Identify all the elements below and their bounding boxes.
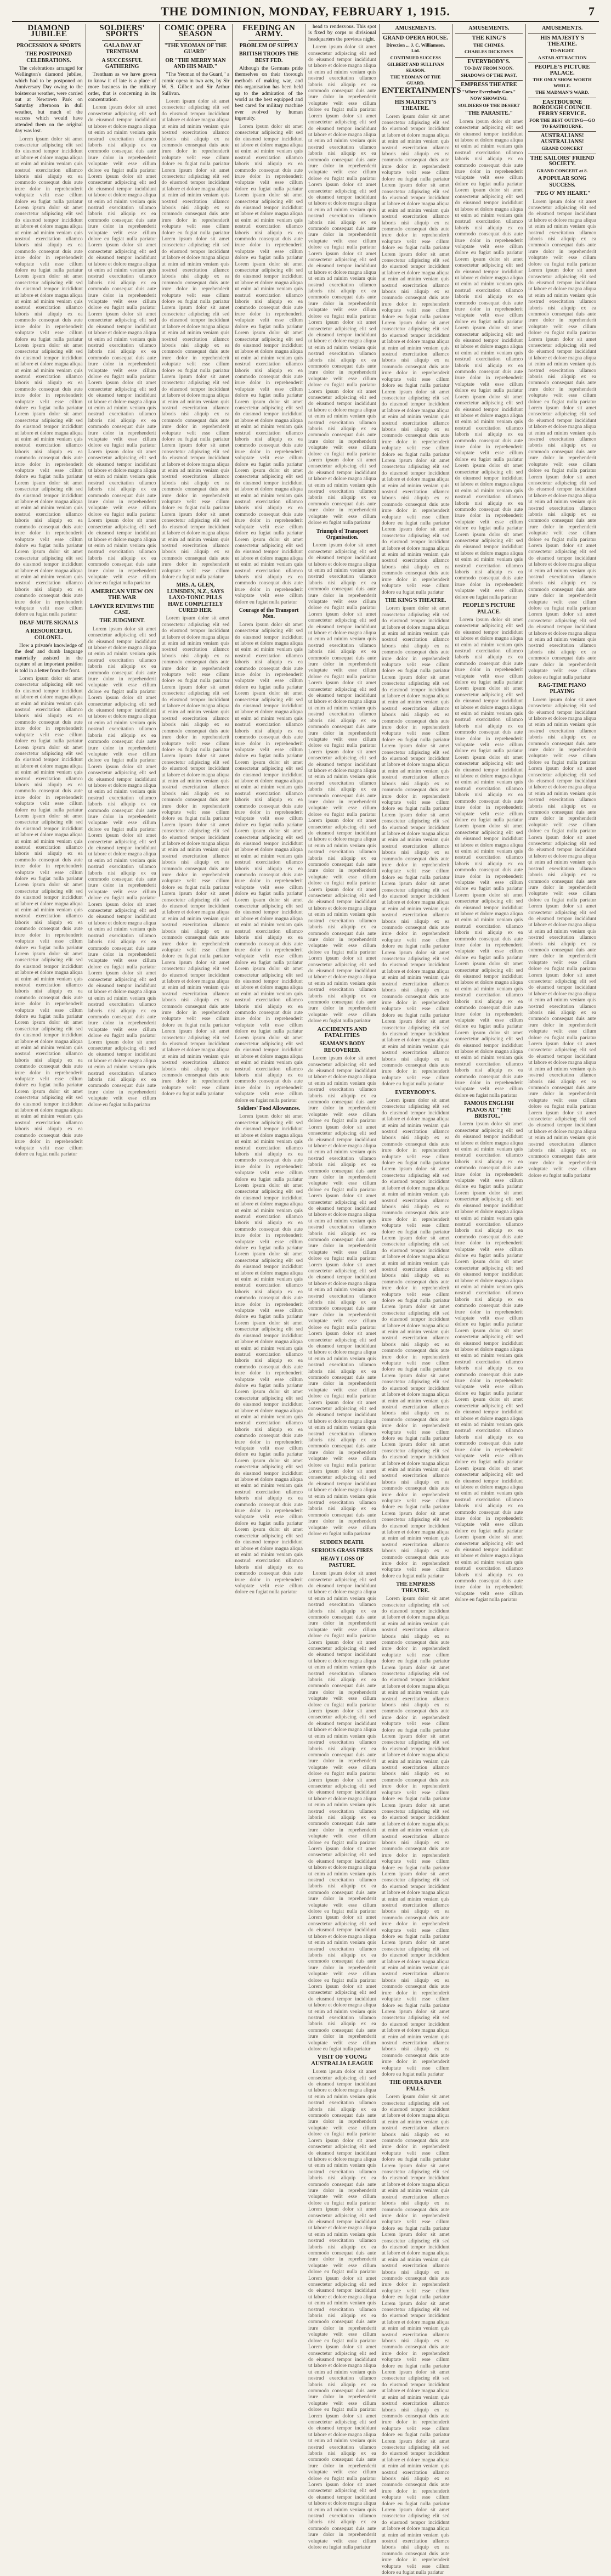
col-2	[88, 24, 156, 1108]
headline: MRS. A. GLEN, LUMSDEN, N.Z., SAYS LAXO-TONIC PILLS HAVE COMPLETELY CURED HER.	[167, 582, 224, 613]
body-text: Lorem ipsum dolor sit amet consectetur adipiscing elit sed do eiusmod tempor incididunt ut labore et dolore magna aliqua ut enim ad minim veniam quis nostrud exercitation ullamco laboris nisi aliquip ex ea commodo consequat duis aute irure dolor in reprehenderit voluptate velit esse cillum dolore eu fugiat nulla pariatur Lorem ipsum dolor sit amet consectetur adipiscing elit sed do eiusmod tempor incididunt ut labore et dolore magna aliqua ut enim ad minim veniam quis nostrud exercitation ullamco laboris nisi aliquip ex ea commodo consequat duis aute irure dolor in reprehenderit voluptate velit esse cillum dolore eu fugiat nulla pariatur Lorem ipsum dolor sit amet consectetur adipiscing elit sed do eiusmod tempor incididunt ut labore et dolore magna aliqua ut enim ad minim veniam quis nostrud exercitation ullamco laboris nisi aliquip ex ea commodo consequat duis aute irure dolor in reprehenderit voluptate velit esse cillum dolore eu fugiat nulla pariatur Lorem ipsum dolor sit amet consectetur adipiscing elit sed do eiusmod tempor incididunt ut labore et dolore magna aliqua ut enim ad minim veniam quis nostrud exercitation ullamco laboris nisi aliquip ex ea commodo consequat duis aute irure dolor in reprehenderit voluptate velit esse cillum dolore eu fugiat nulla pariatur Lorem ipsum dolor sit amet consectetur adipiscing elit sed do eiusmod tempor incididunt ut labore et dolore magna aliqua ut enim ad minim veniam quis nostrud exercitation ullamco laboris nisi aliquip ex ea commodo consequat duis aute irure dolor in reprehenderit voluptate velit esse cillum dolore eu fugiat nulla pariatur Lorem ipsum dolor sit amet consectetur adipiscing elit sed do eiusmod tempor incididunt ut labore et dolore magna aliqua ut enim ad minim veniam quis nostrud exercitation ullamco laboris nisi aliquip ex ea commodo consequat duis aute irure dolor in reprehenderit voluptate velit esse cillum dolore eu fugiat nulla pariatur Lorem ipsum dolor sit amet consectetur adipiscing elit sed do eiusmod tempor incididunt ut labore et dolore magna aliqua ut enim ad minim veniam quis nostrud exercitation ullamco laboris nisi aliquip ex ea commodo consequat duis aute irure dolor in reprehenderit voluptate velit esse cillum dolore eu fugiat nulla pariatur	[161, 99, 230, 580]
advertisement	[528, 98, 596, 129]
headline: ACCIDENTS AND FATALITIES	[317, 1025, 367, 1039]
article-lead: Although the Germans pride themselves on their thorough methods of making war, and this organisation has been held up to the admiration of the world as the best equipped and best cared for military machine ever evolved by human ingenuity.	[235, 66, 303, 122]
article-lead: "The Yeoman of the Guard," a comic opera in two acts, by Sir W. S. Gilbert and Sir Arthur Sullivan.	[161, 72, 230, 97]
headline: FEEDING AN ARMY.	[242, 24, 296, 39]
ad-title: GRAND OPERA HOUSE.	[382, 35, 449, 42]
newspaper-masthead-title: THE DOMINION, MONDAY, FEBRUARY 1, 1915.	[161, 4, 450, 18]
headline: SOLDIERS' SPORTS	[99, 24, 145, 39]
ad-line: SOLDIERS OF THE DESERT	[458, 102, 520, 108]
advertisement	[455, 33, 523, 55]
ad-line: TO-NIGHT.	[550, 48, 575, 54]
column-rule	[379, 24, 380, 897]
body-text: Lorem ipsum dolor sit amet consectetur adipiscing elit sed do eiusmod tempor incididunt ut labore et dolore magna aliqua ut enim ad minim veniam quis nostrud exercitation ullamco laboris nisi aliquip ex ea commodo consequat duis aute irure dolor in reprehenderit voluptate velit esse cillum dolore eu fugiat nulla pariatur Lorem ipsum dolor sit amet consectetur adipiscing elit sed do eiusmod tempor incididunt ut labore et dolore magna aliqua ut enim ad minim veniam quis nostrud exercitation ullamco laboris nisi aliquip ex ea commodo consequat duis aute irure dolor in reprehenderit voluptate velit esse cillum dolore eu fugiat nulla pariatur Lorem ipsum dolor sit amet consectetur adipiscing elit sed do eiusmod tempor incididunt ut labore et dolore magna aliqua ut enim ad minim veniam quis nostrud exercitation ullamco laboris nisi aliquip ex ea commodo consequat duis aute irure dolor in reprehenderit voluptate velit esse cillum dolore eu fugiat nulla pariatur Lorem ipsum dolor sit amet consectetur adipiscing elit sed do eiusmod tempor incididunt ut labore et dolore magna aliqua ut enim ad minim veniam quis nostrud exercitation ullamco laboris nisi aliquip ex ea commodo consequat duis aute irure dolor in reprehenderit voluptate velit esse cillum dolore eu fugiat nulla pariatur Lorem ipsum dolor sit amet consectetur adipiscing elit sed do eiusmod tempor incididunt ut labore et dolore magna aliqua ut enim ad minim veniam quis nostrud exercitation ullamco laboris nisi aliquip ex ea commodo consequat duis aute irure dolor in reprehenderit voluptate velit esse cillum dolore eu fugiat nulla pariatur Lorem ipsum dolor sit amet consectetur adipiscing elit sed do eiusmod tempor incididunt ut labore et dolore magna aliqua ut enim ad minim veniam quis nostrud exercitation ullamco laboris nisi aliquip ex ea commodo consequat duis aute irure dolor in reprehenderit voluptate velit esse cillum dolore eu fugiat nulla pariatur Lorem ipsum dolor sit amet consectetur adipiscing elit sed do eiusmod tempor incididunt ut labore et dolore magna aliqua ut enim ad minim veniam quis nostrud exercitation ullamco laboris nisi aliquip ex ea commodo consequat duis aute irure dolor in reprehenderit voluptate velit esse cillum dolore eu fugiat nulla pariatur	[235, 622, 303, 1103]
body-text: Lorem ipsum dolor sit amet consectetur adipiscing elit sed do eiusmod tempor incididunt ut labore et dolore magna aliqua ut enim ad minim veniam quis nostrud exercitation ullamco laboris nisi aliquip ex ea commodo consequat duis aute irure dolor in reprehenderit voluptate velit esse cillum dolore eu fugiat nulla pariatur Lorem ipsum dolor sit amet consectetur adipiscing elit sed do eiusmod tempor incididunt ut labore et dolore magna aliqua ut enim ad minim veniam quis nostrud exercitation ullamco laboris nisi aliquip ex ea commodo consequat duis aute irure dolor in reprehenderit voluptate velit esse cillum dolore eu fugiat nulla pariatur Lorem ipsum dolor sit amet consectetur adipiscing elit sed do eiusmod tempor incididunt ut labore et dolore magna aliqua ut enim ad minim veniam quis nostrud exercitation ullamco laboris nisi aliquip ex ea commodo consequat duis aute irure dolor in reprehenderit voluptate velit esse cillum dolore eu fugiat nulla pariatur Lorem ipsum dolor sit amet consectetur adipiscing elit sed do eiusmod tempor incididunt ut labore et dolore magna aliqua ut enim ad minim veniam quis nostrud exercitation ullamco laboris nisi aliquip ex ea commodo consequat duis aute irure dolor in reprehenderit voluptate velit esse cillum dolore eu fugiat nulla pariatur Lorem ipsum dolor sit amet consectetur adipiscing elit sed do eiusmod tempor incididunt ut labore et dolore magna aliqua ut enim ad minim veniam quis nostrud exercitation ullamco laboris nisi aliquip ex ea commodo consequat duis aute irure dolor in reprehenderit voluptate velit esse cillum dolore eu fugiat nulla pariatur Lorem ipsum dolor sit amet consectetur adipiscing elit sed do eiusmod tempor incididunt ut labore et dolore magna aliqua ut enim ad minim veniam quis nostrud exercitation ullamco laboris nisi aliquip ex ea commodo consequat duis aute irure dolor in reprehenderit voluptate velit esse cillum dolore eu fugiat nulla pariatur Lorem ipsum dolor sit amet consectetur adipiscing elit sed do eiusmod tempor incididunt ut labore et dolore magna aliqua ut enim ad minim veniam quis nostrud exercitation ullamco laboris nisi aliquip ex ea commodo consequat duis aute irure dolor in reprehenderit voluptate velit esse cillum dolore eu fugiat nulla pariatur	[528, 697, 596, 1179]
col-3	[161, 24, 230, 1097]
advertisement	[455, 57, 523, 78]
col-8	[528, 24, 596, 1179]
headline: SUDDEN DEATH.	[320, 1539, 365, 1546]
headline: EVERYBODY'S.	[395, 1089, 436, 1096]
headline: THE POSTPONED CELEBRATIONS.	[25, 51, 72, 64]
body-text: Lorem ipsum dolor sit amet consectetur adipiscing elit sed do eiusmod tempor incididunt ut labore et dolore magna aliqua ut enim ad minim veniam quis nostrud exercitation ullamco laboris nisi aliquip ex ea commodo consequat duis aute irure dolor in reprehenderit voluptate velit esse cillum dolore eu fugiat nulla pariatur Lorem ipsum dolor sit amet consectetur adipiscing elit sed do eiusmod tempor incididunt ut labore et dolore magna aliqua ut enim ad minim veniam quis nostrud exercitation ullamco laboris nisi aliquip ex ea commodo consequat duis aute irure dolor in reprehenderit voluptate velit esse cillum dolore eu fugiat nulla pariatur Lorem ipsum dolor sit amet consectetur adipiscing elit sed do eiusmod tempor incididunt ut labore et dolore magna aliqua ut enim ad minim veniam quis nostrud exercitation ullamco laboris nisi aliquip ex ea commodo consequat duis aute irure dolor in reprehenderit voluptate velit esse cillum dolore eu fugiat nulla pariatur Lorem ipsum dolor sit amet consectetur adipiscing elit sed do eiusmod tempor incididunt ut labore et dolore magna aliqua ut enim ad minim veniam quis nostrud exercitation ullamco laboris nisi aliquip ex ea commodo consequat duis aute irure dolor in reprehenderit voluptate velit esse cillum dolore eu fugiat nulla pariatur Lorem ipsum dolor sit amet consectetur adipiscing elit sed do eiusmod tempor incididunt ut labore et dolore magna aliqua ut enim ad minim veniam quis nostrud exercitation ullamco laboris nisi aliquip ex ea commodo consequat duis aute irure dolor in reprehenderit voluptate velit esse cillum dolore eu fugiat nulla pariatur Lorem ipsum dolor sit amet consectetur adipiscing elit sed do eiusmod tempor incididunt ut labore et dolore magna aliqua ut enim ad minim veniam quis nostrud exercitation ullamco laboris nisi aliquip ex ea commodo consequat duis aute irure dolor in reprehenderit voluptate velit esse cillum dolore eu fugiat nulla pariatur Lorem ipsum dolor sit amet consectetur adipiscing elit sed do eiusmod tempor incididunt ut labore et dolore magna aliqua ut enim ad minim veniam quis nostrud exercitation ullamco laboris nisi aliquip ex ea commodo consequat duis aute irure dolor in reprehenderit voluptate velit esse cillum dolore eu fugiat nulla pariatur	[455, 1121, 523, 1603]
headline: LAWYER REVIEWS THE CASE.	[90, 603, 155, 616]
ad-title: HIS MAJESTY'S THEATRE.	[540, 35, 584, 47]
headline: DEAF-MUTE SIGNALS	[19, 619, 78, 626]
body-text: Lorem ipsum dolor sit amet consectetur adipiscing elit sed do eiusmod tempor incididunt ut labore et dolore magna aliqua ut enim ad minim veniam quis nostrud exercitation ullamco laboris nisi aliquip ex ea commodo consequat duis aute irure dolor in reprehenderit voluptate velit esse cillum dolore eu fugiat nulla pariatur Lorem ipsum dolor sit amet consectetur adipiscing elit sed do eiusmod tempor incididunt ut labore et dolore magna aliqua ut enim ad minim veniam quis nostrud exercitation ullamco laboris nisi aliquip ex ea commodo consequat duis aute irure dolor in reprehenderit voluptate velit esse cillum dolore eu fugiat nulla pariatur Lorem ipsum dolor sit amet consectetur adipiscing elit sed do eiusmod tempor incididunt ut labore et dolore magna aliqua ut enim ad minim veniam quis nostrud exercitation ullamco laboris nisi aliquip ex ea commodo consequat duis aute irure dolor in reprehenderit voluptate velit esse cillum dolore eu fugiat nulla pariatur Lorem ipsum dolor sit amet consectetur adipiscing elit sed do eiusmod tempor incididunt ut labore et dolore magna aliqua ut enim ad minim veniam quis nostrud exercitation ullamco laboris nisi aliquip ex ea commodo consequat duis aute irure dolor in reprehenderit voluptate velit esse cillum dolore eu fugiat nulla pariatur Lorem ipsum dolor sit amet consectetur adipiscing elit sed do eiusmod tempor incididunt ut labore et dolore magna aliqua ut enim ad minim veniam quis nostrud exercitation ullamco laboris nisi aliquip ex ea commodo consequat duis aute irure dolor in reprehenderit voluptate velit esse cillum dolore eu fugiat nulla pariatur Lorem ipsum dolor sit amet consectetur adipiscing elit sed do eiusmod tempor incididunt ut labore et dolore magna aliqua ut enim ad minim veniam quis nostrud exercitation ullamco laboris nisi aliquip ex ea commodo consequat duis aute irure dolor in reprehenderit voluptate velit esse cillum dolore eu fugiat nulla pariatur Lorem ipsum dolor sit amet consectetur adipiscing elit sed do eiusmod tempor incididunt ut labore et dolore magna aliqua ut enim ad minim veniam quis nostrud exercitation ullamco laboris nisi aliquip ex ea commodo consequat duis aute irure dolor in reprehenderit voluptate velit esse cillum dolore eu fugiat nulla pariatur	[88, 626, 156, 1108]
headline: "THE PARASITE."	[465, 110, 513, 117]
body-text: Lorem ipsum dolor sit amet consectetur adipiscing elit sed do eiusmod tempor incididunt ut labore et dolore magna aliqua ut enim ad minim veniam quis nostrud exercitation ullamco laboris nisi aliquip ex ea commodo consequat duis aute irure dolor in reprehenderit voluptate velit esse cillum dolore eu fugiat nulla pariatur Lorem ipsum dolor sit amet consectetur adipiscing elit sed do eiusmod tempor incididunt ut labore et dolore magna aliqua ut enim ad minim veniam quis nostrud exercitation ullamco laboris nisi aliquip ex ea commodo consequat duis aute irure dolor in reprehenderit voluptate velit esse cillum dolore eu fugiat nulla pariatur Lorem ipsum dolor sit amet consectetur adipiscing elit sed do eiusmod tempor incididunt ut labore et dolore magna aliqua ut enim ad minim veniam quis nostrud exercitation ullamco laboris nisi aliquip ex ea commodo consequat duis aute irure dolor in reprehenderit voluptate velit esse cillum dolore eu fugiat nulla pariatur Lorem ipsum dolor sit amet consectetur adipiscing elit sed do eiusmod tempor incididunt ut labore et dolore magna aliqua ut enim ad minim veniam quis nostrud exercitation ullamco laboris nisi aliquip ex ea commodo consequat duis aute irure dolor in reprehenderit voluptate velit esse cillum dolore eu fugiat nulla pariatur Lorem ipsum dolor sit amet consectetur adipiscing elit sed do eiusmod tempor incididunt ut labore et dolore magna aliqua ut enim ad minim veniam quis nostrud exercitation ullamco laboris nisi aliquip ex ea commodo consequat duis aute irure dolor in reprehenderit voluptate velit esse cillum dolore eu fugiat nulla pariatur Lorem ipsum dolor sit amet consectetur adipiscing elit sed do eiusmod tempor incididunt ut labore et dolore magna aliqua ut enim ad minim veniam quis nostrud exercitation ullamco laboris nisi aliquip ex ea commodo consequat duis aute irure dolor in reprehenderit voluptate velit esse cillum dolore eu fugiat nulla pariatur Lorem ipsum dolor sit amet consectetur adipiscing elit sed do eiusmod tempor incididunt ut labore et dolore magna aliqua ut enim ad minim veniam quis nostrud exercitation ullamco laboris nisi aliquip ex ea commodo consequat duis aute irure dolor in reprehenderit voluptate velit esse cillum dolore eu fugiat nulla pariatur	[235, 1114, 303, 1596]
ad-title: THE KING'S	[472, 35, 506, 42]
body-text: Lorem ipsum dolor sit amet consectetur adipiscing elit sed do eiusmod tempor incididunt ut labore et dolore magna aliqua ut enim ad minim veniam quis nostrud exercitation ullamco laboris nisi aliquip ex ea commodo consequat duis aute irure dolor in reprehenderit voluptate velit esse cillum dolore eu fugiat nulla pariatur Lorem ipsum dolor sit amet consectetur adipiscing elit sed do eiusmod tempor incididunt ut labore et dolore magna aliqua ut enim ad minim veniam quis nostrud exercitation ullamco laboris nisi aliquip ex ea commodo consequat duis aute irure dolor in reprehenderit voluptate velit esse cillum dolore eu fugiat nulla pariatur Lorem ipsum dolor sit amet consectetur adipiscing elit sed do eiusmod tempor incididunt ut labore et dolore magna aliqua ut enim ad minim veniam quis nostrud exercitation ullamco laboris nisi aliquip ex ea commodo consequat duis aute irure dolor in reprehenderit voluptate velit esse cillum dolore eu fugiat nulla pariatur Lorem ipsum dolor sit amet consectetur adipiscing elit sed do eiusmod tempor incididunt ut labore et dolore magna aliqua ut enim ad minim veniam quis nostrud exercitation ullamco laboris nisi aliquip ex ea commodo consequat duis aute irure dolor in reprehenderit voluptate velit esse cillum dolore eu fugiat nulla pariatur Lorem ipsum dolor sit amet consectetur adipiscing elit sed do eiusmod tempor incididunt ut labore et dolore magna aliqua ut enim ad minim veniam quis nostrud exercitation ullamco laboris nisi aliquip ex ea commodo consequat duis aute irure dolor in reprehenderit voluptate velit esse cillum dolore eu fugiat nulla pariatur Lorem ipsum dolor sit amet consectetur adipiscing elit sed do eiusmod tempor incididunt ut labore et dolore magna aliqua ut enim ad minim veniam quis nostrud exercitation ullamco laboris nisi aliquip ex ea commodo consequat duis aute irure dolor in reprehenderit voluptate velit esse cillum dolore eu fugiat nulla pariatur Lorem ipsum dolor sit amet consectetur adipiscing elit sed do eiusmod tempor incididunt ut labore et dolore magna aliqua ut enim ad minim veniam quis nostrud exercitation ullamco laboris nisi aliquip ex ea commodo consequat duis aute irure dolor in reprehenderit voluptate velit esse cillum dolore eu fugiat nulla pariatur	[381, 2094, 450, 2576]
advertisement	[528, 63, 596, 95]
headline: THE JUDGMENT.	[99, 618, 145, 624]
headline: "THE YEOMAN OF THE GUARD"	[164, 42, 227, 55]
body-text: Lorem ipsum dolor sit amet consectetur adipiscing elit sed do eiusmod tempor incididunt ut labore et dolore magna aliqua ut enim ad minim veniam quis nostrud exercitation ullamco laboris nisi aliquip ex ea commodo consequat duis aute irure dolor in reprehenderit voluptate velit esse cillum dolore eu fugiat nulla pariatur Lorem ipsum dolor sit amet consectetur adipiscing elit sed do eiusmod tempor incididunt ut labore et dolore magna aliqua ut enim ad minim veniam quis nostrud exercitation ullamco laboris nisi aliquip ex ea commodo consequat duis aute irure dolor in reprehenderit voluptate velit esse cillum dolore eu fugiat nulla pariatur Lorem ipsum dolor sit amet consectetur adipiscing elit sed do eiusmod tempor incididunt ut labore et dolore magna aliqua ut enim ad minim veniam quis nostrud exercitation ullamco laboris nisi aliquip ex ea commodo consequat duis aute irure dolor in reprehenderit voluptate velit esse cillum dolore eu fugiat nulla pariatur Lorem ipsum dolor sit amet consectetur adipiscing elit sed do eiusmod tempor incididunt ut labore et dolore magna aliqua ut enim ad minim veniam quis nostrud exercitation ullamco laboris nisi aliquip ex ea commodo consequat duis aute irure dolor in reprehenderit voluptate velit esse cillum dolore eu fugiat nulla pariatur Lorem ipsum dolor sit amet consectetur adipiscing elit sed do eiusmod tempor incididunt ut labore et dolore magna aliqua ut enim ad minim veniam quis nostrud exercitation ullamco laboris nisi aliquip ex ea commodo consequat duis aute irure dolor in reprehenderit voluptate velit esse cillum dolore eu fugiat nulla pariatur Lorem ipsum dolor sit amet consectetur adipiscing elit sed do eiusmod tempor incididunt ut labore et dolore magna aliqua ut enim ad minim veniam quis nostrud exercitation ullamco laboris nisi aliquip ex ea commodo consequat duis aute irure dolor in reprehenderit voluptate velit esse cillum dolore eu fugiat nulla pariatur Lorem ipsum dolor sit amet consectetur adipiscing elit sed do eiusmod tempor incididunt ut labore et dolore magna aliqua ut enim ad minim veniam quis nostrud exercitation ullamco laboris nisi aliquip ex ea commodo consequat duis aute irure dolor in reprehenderit voluptate velit esse cillum dolore eu fugiat nulla pariatur	[528, 199, 596, 680]
article-lead: head to rendezvous. This spot is fixed by corps or divisional headquarters the previous night.	[308, 24, 376, 42]
advertisement	[455, 80, 523, 108]
headline: PROCESSION & SPORTS	[16, 42, 81, 49]
body-text: Lorem ipsum dolor sit amet consectetur adipiscing elit sed do eiusmod tempor incididunt ut labore et dolore magna aliqua ut enim ad minim veniam quis nostrud exercitation ullamco laboris nisi aliquip ex ea commodo consequat duis aute irure dolor in reprehenderit voluptate velit esse cillum dolore eu fugiat nulla pariatur Lorem ipsum dolor sit amet consectetur adipiscing elit sed do eiusmod tempor incididunt ut labore et dolore magna aliqua ut enim ad minim veniam quis nostrud exercitation ullamco laboris nisi aliquip ex ea commodo consequat duis aute irure dolor in reprehenderit voluptate velit esse cillum dolore eu fugiat nulla pariatur Lorem ipsum dolor sit amet consectetur adipiscing elit sed do eiusmod tempor incididunt ut labore et dolore magna aliqua ut enim ad minim veniam quis nostrud exercitation ullamco laboris nisi aliquip ex ea commodo consequat duis aute irure dolor in reprehenderit voluptate velit esse cillum dolore eu fugiat nulla pariatur Lorem ipsum dolor sit amet consectetur adipiscing elit sed do eiusmod tempor incididunt ut labore et dolore magna aliqua ut enim ad minim veniam quis nostrud exercitation ullamco laboris nisi aliquip ex ea commodo consequat duis aute irure dolor in reprehenderit voluptate velit esse cillum dolore eu fugiat nulla pariatur Lorem ipsum dolor sit amet consectetur adipiscing elit sed do eiusmod tempor incididunt ut labore et dolore magna aliqua ut enim ad minim veniam quis nostrud exercitation ullamco laboris nisi aliquip ex ea commodo consequat duis aute irure dolor in reprehenderit voluptate velit esse cillum dolore eu fugiat nulla pariatur Lorem ipsum dolor sit amet consectetur adipiscing elit sed do eiusmod tempor incididunt ut labore et dolore magna aliqua ut enim ad minim veniam quis nostrud exercitation ullamco laboris nisi aliquip ex ea commodo consequat duis aute irure dolor in reprehenderit voluptate velit esse cillum dolore eu fugiat nulla pariatur Lorem ipsum dolor sit amet consectetur adipiscing elit sed do eiusmod tempor incididunt ut labore et dolore magna aliqua ut enim ad minim veniam quis nostrud exercitation ullamco laboris nisi aliquip ex ea commodo consequat duis aute irure dolor in reprehenderit voluptate velit esse cillum dolore eu fugiat nulla pariatur	[455, 119, 523, 600]
headline: DIAMOND JUBILEE	[27, 24, 70, 39]
ad-line: THE MADMAN'S WARD.	[535, 89, 590, 95]
ad-line: CONTINUED SUCCESS	[390, 54, 441, 60]
masthead	[0, 0, 611, 21]
headline: AMUSEMENTS.	[468, 25, 510, 31]
advertisement	[528, 131, 596, 151]
body-text: Lorem ipsum dolor sit amet consectetur adipiscing elit sed do eiusmod tempor incididunt ut labore et dolore magna aliqua ut enim ad minim veniam quis nostrud exercitation ullamco laboris nisi aliquip ex ea commodo consequat duis aute irure dolor in reprehenderit voluptate velit esse cillum dolore eu fugiat nulla pariatur Lorem ipsum dolor sit amet consectetur adipiscing elit sed do eiusmod tempor incididunt ut labore et dolore magna aliqua ut enim ad minim veniam quis nostrud exercitation ullamco laboris nisi aliquip ex ea commodo consequat duis aute irure dolor in reprehenderit voluptate velit esse cillum dolore eu fugiat nulla pariatur Lorem ipsum dolor sit amet consectetur adipiscing elit sed do eiusmod tempor incididunt ut labore et dolore magna aliqua ut enim ad minim veniam quis nostrud exercitation ullamco laboris nisi aliquip ex ea commodo consequat duis aute irure dolor in reprehenderit voluptate velit esse cillum dolore eu fugiat nulla pariatur Lorem ipsum dolor sit amet consectetur adipiscing elit sed do eiusmod tempor incididunt ut labore et dolore magna aliqua ut enim ad minim veniam quis nostrud exercitation ullamco laboris nisi aliquip ex ea commodo consequat duis aute irure dolor in reprehenderit voluptate velit esse cillum dolore eu fugiat nulla pariatur Lorem ipsum dolor sit amet consectetur adipiscing elit sed do eiusmod tempor incididunt ut labore et dolore magna aliqua ut enim ad minim veniam quis nostrud exercitation ullamco laboris nisi aliquip ex ea commodo consequat duis aute irure dolor in reprehenderit voluptate velit esse cillum dolore eu fugiat nulla pariatur Lorem ipsum dolor sit amet consectetur adipiscing elit sed do eiusmod tempor incididunt ut labore et dolore magna aliqua ut enim ad minim veniam quis nostrud exercitation ullamco laboris nisi aliquip ex ea commodo consequat duis aute irure dolor in reprehenderit voluptate velit esse cillum dolore eu fugiat nulla pariatur Lorem ipsum dolor sit amet consectetur adipiscing elit sed do eiusmod tempor incididunt ut labore et dolore magna aliqua ut enim ad minim veniam quis nostrud exercitation ullamco laboris nisi aliquip ex ea commodo consequat duis aute irure dolor in reprehenderit voluptate velit esse cillum dolore eu fugiat nulla pariatur	[161, 616, 230, 1097]
ad-title: PEOPLE'S PICTURE PALACE.	[534, 64, 590, 76]
advertisement	[528, 154, 596, 174]
headline: THE OHURA RIVER FALLS.	[389, 2079, 442, 2092]
headline: VISIT OF YOUNG AUSTRALIA LEAGUE	[311, 2054, 374, 2067]
headline: SERIOUS GRASS FIRES	[312, 1547, 373, 1554]
ad-title: AUSTRALIANS! AUSTRALIANS!	[540, 133, 584, 145]
ad-line: Direction ... J. C. Williamson, Ltd.	[386, 42, 445, 54]
article-lead: The celebrations arranged for Wellington's diamond jubilee, which had to be postponed on Anniversary Day owing to the boisterous weather, were carried out at Newtown Park on Saturday afternoon in dull weather, but much of the success which would have attended them on the original day was lost.	[15, 66, 83, 134]
ad-title: EASTBOURNE BOROUGH COUNCIL FERRY SERVICE.	[533, 99, 592, 117]
headline: FAMOUS ENGLISH PIANOS AT "THE BRISTOL."	[464, 1101, 514, 1119]
body-text: Lorem ipsum dolor sit amet consectetur adipiscing elit sed do eiusmod tempor incididunt ut labore et dolore magna aliqua ut enim ad minim veniam quis nostrud exercitation ullamco laboris nisi aliquip ex ea commodo consequat duis aute irure dolor in reprehenderit voluptate velit esse cillum dolore eu fugiat nulla pariatur Lorem ipsum dolor sit amet consectetur adipiscing elit sed do eiusmod tempor incididunt ut labore et dolore magna aliqua ut enim ad minim veniam quis nostrud exercitation ullamco laboris nisi aliquip ex ea commodo consequat duis aute irure dolor in reprehenderit voluptate velit esse cillum dolore eu fugiat nulla pariatur Lorem ipsum dolor sit amet consectetur adipiscing elit sed do eiusmod tempor incididunt ut labore et dolore magna aliqua ut enim ad minim veniam quis nostrud exercitation ullamco laboris nisi aliquip ex ea commodo consequat duis aute irure dolor in reprehenderit voluptate velit esse cillum dolore eu fugiat nulla pariatur Lorem ipsum dolor sit amet consectetur adipiscing elit sed do eiusmod tempor incididunt ut labore et dolore magna aliqua ut enim ad minim veniam quis nostrud exercitation ullamco laboris nisi aliquip ex ea commodo consequat duis aute irure dolor in reprehenderit voluptate velit esse cillum dolore eu fugiat nulla pariatur Lorem ipsum dolor sit amet consectetur adipiscing elit sed do eiusmod tempor incididunt ut labore et dolore magna aliqua ut enim ad minim veniam quis nostrud exercitation ullamco laboris nisi aliquip ex ea commodo consequat duis aute irure dolor in reprehenderit voluptate velit esse cillum dolore eu fugiat nulla pariatur Lorem ipsum dolor sit amet consectetur adipiscing elit sed do eiusmod tempor incididunt ut labore et dolore magna aliqua ut enim ad minim veniam quis nostrud exercitation ullamco laboris nisi aliquip ex ea commodo consequat duis aute irure dolor in reprehenderit voluptate velit esse cillum dolore eu fugiat nulla pariatur Lorem ipsum dolor sit amet consectetur adipiscing elit sed do eiusmod tempor incididunt ut labore et dolore magna aliqua ut enim ad minim veniam quis nostrud exercitation ullamco laboris nisi aliquip ex ea commodo consequat duis aute irure dolor in reprehenderit voluptate velit esse cillum dolore eu fugiat nulla pariatur	[308, 1571, 376, 2052]
ad-line: THE YEOMAN OF THE GUARD.	[390, 74, 441, 86]
headline: COMIC OPERA SEASON	[164, 24, 227, 39]
body-text: Lorem ipsum dolor sit amet consectetur adipiscing elit sed do eiusmod tempor incididunt ut labore et dolore magna aliqua ut enim ad minim veniam quis nostrud exercitation ullamco laboris nisi aliquip ex ea commodo consequat duis aute irure dolor in reprehenderit voluptate velit esse cillum dolore eu fugiat nulla pariatur Lorem ipsum dolor sit amet consectetur adipiscing elit sed do eiusmod tempor incididunt ut labore et dolore magna aliqua ut enim ad minim veniam quis nostrud exercitation ullamco laboris nisi aliquip ex ea commodo consequat duis aute irure dolor in reprehenderit voluptate velit esse cillum dolore eu fugiat nulla pariatur Lorem ipsum dolor sit amet consectetur adipiscing elit sed do eiusmod tempor incididunt ut labore et dolore magna aliqua ut enim ad minim veniam quis nostrud exercitation ullamco laboris nisi aliquip ex ea commodo consequat duis aute irure dolor in reprehenderit voluptate velit esse cillum dolore eu fugiat nulla pariatur Lorem ipsum dolor sit amet consectetur adipiscing elit sed do eiusmod tempor incididunt ut labore et dolore magna aliqua ut enim ad minim veniam quis nostrud exercitation ullamco laboris nisi aliquip ex ea commodo consequat duis aute irure dolor in reprehenderit voluptate velit esse cillum dolore eu fugiat nulla pariatur Lorem ipsum dolor sit amet consectetur adipiscing elit sed do eiusmod tempor incididunt ut labore et dolore magna aliqua ut enim ad minim veniam quis nostrud exercitation ullamco laboris nisi aliquip ex ea commodo consequat duis aute irure dolor in reprehenderit voluptate velit esse cillum dolore eu fugiat nulla pariatur Lorem ipsum dolor sit amet consectetur adipiscing elit sed do eiusmod tempor incididunt ut labore et dolore magna aliqua ut enim ad minim veniam quis nostrud exercitation ullamco laboris nisi aliquip ex ea commodo consequat duis aute irure dolor in reprehenderit voluptate velit esse cillum dolore eu fugiat nulla pariatur Lorem ipsum dolor sit amet consectetur adipiscing elit sed do eiusmod tempor incididunt ut labore et dolore magna aliqua ut enim ad minim veniam quis nostrud exercitation ullamco laboris nisi aliquip ex ea commodo consequat duis aute irure dolor in reprehenderit voluptate velit esse cillum dolore eu fugiat nulla pariatur	[381, 606, 450, 1087]
headline-rule	[175, 40, 216, 41]
col-5	[308, 24, 376, 2551]
article-lead: How a private's knowledge of the deaf and dumb language materially assisted in the capture of an important position is told in a letter from the front.	[15, 643, 83, 674]
body-text: Lorem ipsum dolor sit amet consectetur adipiscing elit sed do eiusmod tempor incididunt ut labore et dolore magna aliqua ut enim ad minim veniam quis nostrud exercitation ullamco laboris nisi aliquip ex ea commodo consequat duis aute irure dolor in reprehenderit voluptate velit esse cillum dolore eu fugiat nulla pariatur Lorem ipsum dolor sit amet consectetur adipiscing elit sed do eiusmod tempor incididunt ut labore et dolore magna aliqua ut enim ad minim veniam quis nostrud exercitation ullamco laboris nisi aliquip ex ea commodo consequat duis aute irure dolor in reprehenderit voluptate velit esse cillum dolore eu fugiat nulla pariatur Lorem ipsum dolor sit amet consectetur adipiscing elit sed do eiusmod tempor incididunt ut labore et dolore magna aliqua ut enim ad minim veniam quis nostrud exercitation ullamco laboris nisi aliquip ex ea commodo consequat duis aute irure dolor in reprehenderit voluptate velit esse cillum dolore eu fugiat nulla pariatur Lorem ipsum dolor sit amet consectetur adipiscing elit sed do eiusmod tempor incididunt ut labore et dolore magna aliqua ut enim ad minim veniam quis nostrud exercitation ullamco laboris nisi aliquip ex ea commodo consequat duis aute irure dolor in reprehenderit voluptate velit esse cillum dolore eu fugiat nulla pariatur Lorem ipsum dolor sit amet consectetur adipiscing elit sed do eiusmod tempor incididunt ut labore et dolore magna aliqua ut enim ad minim veniam quis nostrud exercitation ullamco laboris nisi aliquip ex ea commodo consequat duis aute irure dolor in reprehenderit voluptate velit esse cillum dolore eu fugiat nulla pariatur Lorem ipsum dolor sit amet consectetur adipiscing elit sed do eiusmod tempor incididunt ut labore et dolore magna aliqua ut enim ad minim veniam quis nostrud exercitation ullamco laboris nisi aliquip ex ea commodo consequat duis aute irure dolor in reprehenderit voluptate velit esse cillum dolore eu fugiat nulla pariatur Lorem ipsum dolor sit amet consectetur adipiscing elit sed do eiusmod tempor incididunt ut labore et dolore magna aliqua ut enim ad minim veniam quis nostrud exercitation ullamco laboris nisi aliquip ex ea commodo consequat duis aute irure dolor in reprehenderit voluptate velit esse cillum dolore eu fugiat nulla pariatur	[308, 44, 376, 526]
headline: SEAMAN'S BODY RECOVERED.	[319, 1041, 365, 1053]
body-text: Lorem ipsum dolor sit amet consectetur adipiscing elit sed do eiusmod tempor incididunt ut labore et dolore magna aliqua ut enim ad minim veniam quis nostrud exercitation ullamco laboris nisi aliquip ex ea commodo consequat duis aute irure dolor in reprehenderit voluptate velit esse cillum dolore eu fugiat nulla pariatur Lorem ipsum dolor sit amet consectetur adipiscing elit sed do eiusmod tempor incididunt ut labore et dolore magna aliqua ut enim ad minim veniam quis nostrud exercitation ullamco laboris nisi aliquip ex ea commodo consequat duis aute irure dolor in reprehenderit voluptate velit esse cillum dolore eu fugiat nulla pariatur Lorem ipsum dolor sit amet consectetur adipiscing elit sed do eiusmod tempor incididunt ut labore et dolore magna aliqua ut enim ad minim veniam quis nostrud exercitation ullamco laboris nisi aliquip ex ea commodo consequat duis aute irure dolor in reprehenderit voluptate velit esse cillum dolore eu fugiat nulla pariatur Lorem ipsum dolor sit amet consectetur adipiscing elit sed do eiusmod tempor incididunt ut labore et dolore magna aliqua ut enim ad minim veniam quis nostrud exercitation ullamco laboris nisi aliquip ex ea commodo consequat duis aute irure dolor in reprehenderit voluptate velit esse cillum dolore eu fugiat nulla pariatur Lorem ipsum dolor sit amet consectetur adipiscing elit sed do eiusmod tempor incididunt ut labore et dolore magna aliqua ut enim ad minim veniam quis nostrud exercitation ullamco laboris nisi aliquip ex ea commodo consequat duis aute irure dolor in reprehenderit voluptate velit esse cillum dolore eu fugiat nulla pariatur Lorem ipsum dolor sit amet consectetur adipiscing elit sed do eiusmod tempor incididunt ut labore et dolore magna aliqua ut enim ad minim veniam quis nostrud exercitation ullamco laboris nisi aliquip ex ea commodo consequat duis aute irure dolor in reprehenderit voluptate velit esse cillum dolore eu fugiat nulla pariatur Lorem ipsum dolor sit amet consectetur adipiscing elit sed do eiusmod tempor incididunt ut labore et dolore magna aliqua ut enim ad minim veniam quis nostrud exercitation ullamco laboris nisi aliquip ex ea commodo consequat duis aute irure dolor in reprehenderit voluptate velit esse cillum dolore eu fugiat nulla pariatur	[308, 1056, 376, 1537]
ad-title: EMPRESS THEATRE	[461, 82, 517, 88]
ad-line: TO-DAY FROM NOON.	[464, 65, 514, 71]
column-rule	[159, 24, 160, 897]
col-1	[15, 24, 83, 1157]
body-text: Lorem ipsum dolor sit amet consectetur adipiscing elit sed do eiusmod tempor incididunt ut labore et dolore magna aliqua ut enim ad minim veniam quis nostrud exercitation ullamco laboris nisi aliquip ex ea commodo consequat duis aute irure dolor in reprehenderit voluptate velit esse cillum dolore eu fugiat nulla pariatur Lorem ipsum dolor sit amet consectetur adipiscing elit sed do eiusmod tempor incididunt ut labore et dolore magna aliqua ut enim ad minim veniam quis nostrud exercitation ullamco laboris nisi aliquip ex ea commodo consequat duis aute irure dolor in reprehenderit voluptate velit esse cillum dolore eu fugiat nulla pariatur Lorem ipsum dolor sit amet consectetur adipiscing elit sed do eiusmod tempor incididunt ut labore et dolore magna aliqua ut enim ad minim veniam quis nostrud exercitation ullamco laboris nisi aliquip ex ea commodo consequat duis aute irure dolor in reprehenderit voluptate velit esse cillum dolore eu fugiat nulla pariatur Lorem ipsum dolor sit amet consectetur adipiscing elit sed do eiusmod tempor incididunt ut labore et dolore magna aliqua ut enim ad minim veniam quis nostrud exercitation ullamco laboris nisi aliquip ex ea commodo consequat duis aute irure dolor in reprehenderit voluptate velit esse cillum dolore eu fugiat nulla pariatur Lorem ipsum dolor sit amet consectetur adipiscing elit sed do eiusmod tempor incididunt ut labore et dolore magna aliqua ut enim ad minim veniam quis nostrud exercitation ullamco laboris nisi aliquip ex ea commodo consequat duis aute irure dolor in reprehenderit voluptate velit esse cillum dolore eu fugiat nulla pariatur Lorem ipsum dolor sit amet consectetur adipiscing elit sed do eiusmod tempor incididunt ut labore et dolore magna aliqua ut enim ad minim veniam quis nostrud exercitation ullamco laboris nisi aliquip ex ea commodo consequat duis aute irure dolor in reprehenderit voluptate velit esse cillum dolore eu fugiat nulla pariatur Lorem ipsum dolor sit amet consectetur adipiscing elit sed do eiusmod tempor incididunt ut labore et dolore magna aliqua ut enim ad minim veniam quis nostrud exercitation ullamco laboris nisi aliquip ex ea commodo consequat duis aute irure dolor in reprehenderit voluptate velit esse cillum dolore eu fugiat nulla pariatur	[308, 2069, 376, 2551]
ad-title: EVERYBODY'S.	[467, 58, 511, 65]
headline: HIS MAJESTY'S THEATRE.	[394, 99, 437, 112]
advertisement	[382, 33, 450, 86]
ad-title: THE SAILORS' FRIEND SOCIETY.	[530, 155, 595, 167]
headline: BRITISH TROOPS THE BEST FED.	[239, 51, 299, 64]
headline: Soldiers' Food Allowances.	[237, 1106, 301, 1112]
headline: GALA DAY AT TRENTHAM	[104, 42, 140, 55]
ad-line: CHARLES DICKENS'S	[464, 49, 513, 55]
headline: Triumph of Transport Organisation.	[316, 528, 369, 540]
headline: "PEG O' MY HEART."	[534, 190, 591, 197]
ad-line: A STAR ATTRACTION	[538, 54, 587, 60]
headline: HEAVY LOSS OF PASTURE.	[320, 1556, 364, 1569]
body-text: Lorem ipsum dolor sit amet consectetur adipiscing elit sed do eiusmod tempor incididunt ut labore et dolore magna aliqua ut enim ad minim veniam quis nostrud exercitation ullamco laboris nisi aliquip ex ea commodo consequat duis aute irure dolor in reprehenderit voluptate velit esse cillum dolore eu fugiat nulla pariatur Lorem ipsum dolor sit amet consectetur adipiscing elit sed do eiusmod tempor incididunt ut labore et dolore magna aliqua ut enim ad minim veniam quis nostrud exercitation ullamco laboris nisi aliquip ex ea commodo consequat duis aute irure dolor in reprehenderit voluptate velit esse cillum dolore eu fugiat nulla pariatur Lorem ipsum dolor sit amet consectetur adipiscing elit sed do eiusmod tempor incididunt ut labore et dolore magna aliqua ut enim ad minim veniam quis nostrud exercitation ullamco laboris nisi aliquip ex ea commodo consequat duis aute irure dolor in reprehenderit voluptate velit esse cillum dolore eu fugiat nulla pariatur Lorem ipsum dolor sit amet consectetur adipiscing elit sed do eiusmod tempor incididunt ut labore et dolore magna aliqua ut enim ad minim veniam quis nostrud exercitation ullamco laboris nisi aliquip ex ea commodo consequat duis aute irure dolor in reprehenderit voluptate velit esse cillum dolore eu fugiat nulla pariatur Lorem ipsum dolor sit amet consectetur adipiscing elit sed do eiusmod tempor incididunt ut labore et dolore magna aliqua ut enim ad minim veniam quis nostrud exercitation ullamco laboris nisi aliquip ex ea commodo consequat duis aute irure dolor in reprehenderit voluptate velit esse cillum dolore eu fugiat nulla pariatur Lorem ipsum dolor sit amet consectetur adipiscing elit sed do eiusmod tempor incididunt ut labore et dolore magna aliqua ut enim ad minim veniam quis nostrud exercitation ullamco laboris nisi aliquip ex ea commodo consequat duis aute irure dolor in reprehenderit voluptate velit esse cillum dolore eu fugiat nulla pariatur Lorem ipsum dolor sit amet consectetur adipiscing elit sed do eiusmod tempor incididunt ut labore et dolore magna aliqua ut enim ad minim veniam quis nostrud exercitation ullamco laboris nisi aliquip ex ea commodo consequat duis aute irure dolor in reprehenderit voluptate velit esse cillum dolore eu fugiat nulla pariatur	[381, 1596, 450, 2077]
ad-line: SHADOWS OF THE PAST.	[461, 72, 517, 78]
ad-line: NOW SHOWING:	[470, 95, 508, 102]
ad-line: GRAND CONCERT at 8.	[536, 167, 588, 173]
headline: RAG-TIME PIANO PLAYING	[538, 682, 586, 695]
headline: AMUSEMENTS.	[542, 25, 583, 31]
headline: PROBLEM OF SUPPLY	[239, 42, 298, 49]
body-text: Lorem ipsum dolor sit amet consectetur adipiscing elit sed do eiusmod tempor incididunt ut labore et dolore magna aliqua ut enim ad minim veniam quis nostrud exercitation ullamco laboris nisi aliquip ex ea commodo consequat duis aute irure dolor in reprehenderit voluptate velit esse cillum dolore eu fugiat nulla pariatur Lorem ipsum dolor sit amet consectetur adipiscing elit sed do eiusmod tempor incididunt ut labore et dolore magna aliqua ut enim ad minim veniam quis nostrud exercitation ullamco laboris nisi aliquip ex ea commodo consequat duis aute irure dolor in reprehenderit voluptate velit esse cillum dolore eu fugiat nulla pariatur Lorem ipsum dolor sit amet consectetur adipiscing elit sed do eiusmod tempor incididunt ut labore et dolore magna aliqua ut enim ad minim veniam quis nostrud exercitation ullamco laboris nisi aliquip ex ea commodo consequat duis aute irure dolor in reprehenderit voluptate velit esse cillum dolore eu fugiat nulla pariatur Lorem ipsum dolor sit amet consectetur adipiscing elit sed do eiusmod tempor incididunt ut labore et dolore magna aliqua ut enim ad minim veniam quis nostrud exercitation ullamco laboris nisi aliquip ex ea commodo consequat duis aute irure dolor in reprehenderit voluptate velit esse cillum dolore eu fugiat nulla pariatur Lorem ipsum dolor sit amet consectetur adipiscing elit sed do eiusmod tempor incididunt ut labore et dolore magna aliqua ut enim ad minim veniam quis nostrud exercitation ullamco laboris nisi aliquip ex ea commodo consequat duis aute irure dolor in reprehenderit voluptate velit esse cillum dolore eu fugiat nulla pariatur Lorem ipsum dolor sit amet consectetur adipiscing elit sed do eiusmod tempor incididunt ut labore et dolore magna aliqua ut enim ad minim veniam quis nostrud exercitation ullamco laboris nisi aliquip ex ea commodo consequat duis aute irure dolor in reprehenderit voluptate velit esse cillum dolore eu fugiat nulla pariatur Lorem ipsum dolor sit amet consectetur adipiscing elit sed do eiusmod tempor incididunt ut labore et dolore magna aliqua ut enim ad minim veniam quis nostrud exercitation ullamco laboris nisi aliquip ex ea commodo consequat duis aute irure dolor in reprehenderit voluptate velit esse cillum dolore eu fugiat nulla pariatur	[15, 136, 83, 618]
body-text: Lorem ipsum dolor sit amet consectetur adipiscing elit sed do eiusmod tempor incididunt ut labore et dolore magna aliqua ut enim ad minim veniam quis nostrud exercitation ullamco laboris nisi aliquip ex ea commodo consequat duis aute irure dolor in reprehenderit voluptate velit esse cillum dolore eu fugiat nulla pariatur Lorem ipsum dolor sit amet consectetur adipiscing elit sed do eiusmod tempor incididunt ut labore et dolore magna aliqua ut enim ad minim veniam quis nostrud exercitation ullamco laboris nisi aliquip ex ea commodo consequat duis aute irure dolor in reprehenderit voluptate velit esse cillum dolore eu fugiat nulla pariatur Lorem ipsum dolor sit amet consectetur adipiscing elit sed do eiusmod tempor incididunt ut labore et dolore magna aliqua ut enim ad minim veniam quis nostrud exercitation ullamco laboris nisi aliquip ex ea commodo consequat duis aute irure dolor in reprehenderit voluptate velit esse cillum dolore eu fugiat nulla pariatur Lorem ipsum dolor sit amet consectetur adipiscing elit sed do eiusmod tempor incididunt ut labore et dolore magna aliqua ut enim ad minim veniam quis nostrud exercitation ullamco laboris nisi aliquip ex ea commodo consequat duis aute irure dolor in reprehenderit voluptate velit esse cillum dolore eu fugiat nulla pariatur Lorem ipsum dolor sit amet consectetur adipiscing elit sed do eiusmod tempor incididunt ut labore et dolore magna aliqua ut enim ad minim veniam quis nostrud exercitation ullamco laboris nisi aliquip ex ea commodo consequat duis aute irure dolor in reprehenderit voluptate velit esse cillum dolore eu fugiat nulla pariatur Lorem ipsum dolor sit amet consectetur adipiscing elit sed do eiusmod tempor incididunt ut labore et dolore magna aliqua ut enim ad minim veniam quis nostrud exercitation ullamco laboris nisi aliquip ex ea commodo consequat duis aute irure dolor in reprehenderit voluptate velit esse cillum dolore eu fugiat nulla pariatur Lorem ipsum dolor sit amet consectetur adipiscing elit sed do eiusmod tempor incididunt ut labore et dolore magna aliqua ut enim ad minim veniam quis nostrud exercitation ullamco laboris nisi aliquip ex ea commodo consequat duis aute irure dolor in reprehenderit voluptate velit esse cillum dolore eu fugiat nulla pariatur	[455, 617, 523, 1098]
article-lead: Trentham as we have grown to know it of late is a place of more business in the military order, that is concerning in its concentration.	[88, 72, 156, 103]
ad-line: GRAND CONCERT	[541, 145, 583, 151]
ad-line: "Where Everybody Goes."	[462, 88, 516, 94]
headline: A POPULAR SONG SUCCESS.	[538, 176, 587, 188]
col-7	[455, 24, 523, 1603]
headline-rule	[248, 40, 289, 41]
ad-line: THE CHIMES.	[473, 42, 505, 48]
headline-rule	[29, 40, 69, 41]
headline: AMERICAN VIEW ON THE WAR	[90, 588, 154, 601]
masthead-rule	[12, 21, 599, 22]
ad-line: FOR THE BEST OUTING—GO TO EASTBOURNE.	[529, 117, 596, 129]
col-6	[381, 24, 461, 2576]
column-rule	[525, 24, 526, 897]
headline: AMUSEMENTS.	[395, 25, 436, 31]
column-rule	[232, 24, 233, 897]
headline-rule	[102, 40, 143, 41]
headline: THE KING'S THEATRE.	[384, 597, 446, 604]
headline: THE EMPRESS THEATRE.	[396, 1581, 435, 1594]
col-4	[235, 24, 303, 1596]
headline: A SUCCESSFUL GATHERING	[101, 57, 143, 70]
headline: PEOPLE'S PICTURE PALACE.	[462, 602, 516, 615]
body-text: Lorem ipsum dolor sit amet consectetur adipiscing elit sed do eiusmod tempor incididunt ut labore et dolore magna aliqua ut enim ad minim veniam quis nostrud exercitation ullamco laboris nisi aliquip ex ea commodo consequat duis aute irure dolor in reprehenderit voluptate velit esse cillum dolore eu fugiat nulla pariatur Lorem ipsum dolor sit amet consectetur adipiscing elit sed do eiusmod tempor incididunt ut labore et dolore magna aliqua ut enim ad minim veniam quis nostrud exercitation ullamco laboris nisi aliquip ex ea commodo consequat duis aute irure dolor in reprehenderit voluptate velit esse cillum dolore eu fugiat nulla pariatur Lorem ipsum dolor sit amet consectetur adipiscing elit sed do eiusmod tempor incididunt ut labore et dolore magna aliqua ut enim ad minim veniam quis nostrud exercitation ullamco laboris nisi aliquip ex ea commodo consequat duis aute irure dolor in reprehenderit voluptate velit esse cillum dolore eu fugiat nulla pariatur Lorem ipsum dolor sit amet consectetur adipiscing elit sed do eiusmod tempor incididunt ut labore et dolore magna aliqua ut enim ad minim veniam quis nostrud exercitation ullamco laboris nisi aliquip ex ea commodo consequat duis aute irure dolor in reprehenderit voluptate velit esse cillum dolore eu fugiat nulla pariatur Lorem ipsum dolor sit amet consectetur adipiscing elit sed do eiusmod tempor incididunt ut labore et dolore magna aliqua ut enim ad minim veniam quis nostrud exercitation ullamco laboris nisi aliquip ex ea commodo consequat duis aute irure dolor in reprehenderit voluptate velit esse cillum dolore eu fugiat nulla pariatur Lorem ipsum dolor sit amet consectetur adipiscing elit sed do eiusmod tempor incididunt ut labore et dolore magna aliqua ut enim ad minim veniam quis nostrud exercitation ullamco laboris nisi aliquip ex ea commodo consequat duis aute irure dolor in reprehenderit voluptate velit esse cillum dolore eu fugiat nulla pariatur Lorem ipsum dolor sit amet consectetur adipiscing elit sed do eiusmod tempor incididunt ut labore et dolore magna aliqua ut enim ad minim veniam quis nostrud exercitation ullamco laboris nisi aliquip ex ea commodo consequat duis aute irure dolor in reprehenderit voluptate velit esse cillum dolore eu fugiat nulla pariatur	[15, 676, 83, 1157]
ad-line: GILBERT AND SULLIVAN SEASON.	[387, 61, 444, 73]
body-text: Lorem ipsum dolor sit amet consectetur adipiscing elit sed do eiusmod tempor incididunt ut labore et dolore magna aliqua ut enim ad minim veniam quis nostrud exercitation ullamco laboris nisi aliquip ex ea commodo consequat duis aute irure dolor in reprehenderit voluptate velit esse cillum dolore eu fugiat nulla pariatur Lorem ipsum dolor sit amet consectetur adipiscing elit sed do eiusmod tempor incididunt ut labore et dolore magna aliqua ut enim ad minim veniam quis nostrud exercitation ullamco laboris nisi aliquip ex ea commodo consequat duis aute irure dolor in reprehenderit voluptate velit esse cillum dolore eu fugiat nulla pariatur Lorem ipsum dolor sit amet consectetur adipiscing elit sed do eiusmod tempor incididunt ut labore et dolore magna aliqua ut enim ad minim veniam quis nostrud exercitation ullamco laboris nisi aliquip ex ea commodo consequat duis aute irure dolor in reprehenderit voluptate velit esse cillum dolore eu fugiat nulla pariatur Lorem ipsum dolor sit amet consectetur adipiscing elit sed do eiusmod tempor incididunt ut labore et dolore magna aliqua ut enim ad minim veniam quis nostrud exercitation ullamco laboris nisi aliquip ex ea commodo consequat duis aute irure dolor in reprehenderit voluptate velit esse cillum dolore eu fugiat nulla pariatur Lorem ipsum dolor sit amet consectetur adipiscing elit sed do eiusmod tempor incididunt ut labore et dolore magna aliqua ut enim ad minim veniam quis nostrud exercitation ullamco laboris nisi aliquip ex ea commodo consequat duis aute irure dolor in reprehenderit voluptate velit esse cillum dolore eu fugiat nulla pariatur Lorem ipsum dolor sit amet consectetur adipiscing elit sed do eiusmod tempor incididunt ut labore et dolore magna aliqua ut enim ad minim veniam quis nostrud exercitation ullamco laboris nisi aliquip ex ea commodo consequat duis aute irure dolor in reprehenderit voluptate velit esse cillum dolore eu fugiat nulla pariatur Lorem ipsum dolor sit amet consectetur adipiscing elit sed do eiusmod tempor incididunt ut labore et dolore magna aliqua ut enim ad minim veniam quis nostrud exercitation ullamco laboris nisi aliquip ex ea commodo consequat duis aute irure dolor in reprehenderit voluptate velit esse cillum dolore eu fugiat nulla pariatur	[381, 114, 450, 595]
page-number: 7	[589, 4, 595, 18]
headline: A RESOURCEFUL COLONEL.	[25, 628, 72, 641]
headline: ENTERTAINMENTS	[381, 86, 461, 95]
advertisement	[528, 33, 596, 60]
ad-line: THE ONLY SHOW WORTH WHILE.	[533, 77, 592, 88]
body-text: Lorem ipsum dolor sit amet consectetur adipiscing elit sed do eiusmod tempor incididunt ut labore et dolore magna aliqua ut enim ad minim veniam quis nostrud exercitation ullamco laboris nisi aliquip ex ea commodo consequat duis aute irure dolor in reprehenderit voluptate velit esse cillum dolore eu fugiat nulla pariatur Lorem ipsum dolor sit amet consectetur adipiscing elit sed do eiusmod tempor incididunt ut labore et dolore magna aliqua ut enim ad minim veniam quis nostrud exercitation ullamco laboris nisi aliquip ex ea commodo consequat duis aute irure dolor in reprehenderit voluptate velit esse cillum dolore eu fugiat nulla pariatur Lorem ipsum dolor sit amet consectetur adipiscing elit sed do eiusmod tempor incididunt ut labore et dolore magna aliqua ut enim ad minim veniam quis nostrud exercitation ullamco laboris nisi aliquip ex ea commodo consequat duis aute irure dolor in reprehenderit voluptate velit esse cillum dolore eu fugiat nulla pariatur Lorem ipsum dolor sit amet consectetur adipiscing elit sed do eiusmod tempor incididunt ut labore et dolore magna aliqua ut enim ad minim veniam quis nostrud exercitation ullamco laboris nisi aliquip ex ea commodo consequat duis aute irure dolor in reprehenderit voluptate velit esse cillum dolore eu fugiat nulla pariatur Lorem ipsum dolor sit amet consectetur adipiscing elit sed do eiusmod tempor incididunt ut labore et dolore magna aliqua ut enim ad minim veniam quis nostrud exercitation ullamco laboris nisi aliquip ex ea commodo consequat duis aute irure dolor in reprehenderit voluptate velit esse cillum dolore eu fugiat nulla pariatur Lorem ipsum dolor sit amet consectetur adipiscing elit sed do eiusmod tempor incididunt ut labore et dolore magna aliqua ut enim ad minim veniam quis nostrud exercitation ullamco laboris nisi aliquip ex ea commodo consequat duis aute irure dolor in reprehenderit voluptate velit esse cillum dolore eu fugiat nulla pariatur Lorem ipsum dolor sit amet consectetur adipiscing elit sed do eiusmod tempor incididunt ut labore et dolore magna aliqua ut enim ad minim veniam quis nostrud exercitation ullamco laboris nisi aliquip ex ea commodo consequat duis aute irure dolor in reprehenderit voluptate velit esse cillum dolore eu fugiat nulla pariatur	[88, 105, 156, 587]
body-text: Lorem ipsum dolor sit amet consectetur adipiscing elit sed do eiusmod tempor incididunt ut labore et dolore magna aliqua ut enim ad minim veniam quis nostrud exercitation ullamco laboris nisi aliquip ex ea commodo consequat duis aute irure dolor in reprehenderit voluptate velit esse cillum dolore eu fugiat nulla pariatur Lorem ipsum dolor sit amet consectetur adipiscing elit sed do eiusmod tempor incididunt ut labore et dolore magna aliqua ut enim ad minim veniam quis nostrud exercitation ullamco laboris nisi aliquip ex ea commodo consequat duis aute irure dolor in reprehenderit voluptate velit esse cillum dolore eu fugiat nulla pariatur Lorem ipsum dolor sit amet consectetur adipiscing elit sed do eiusmod tempor incididunt ut labore et dolore magna aliqua ut enim ad minim veniam quis nostrud exercitation ullamco laboris nisi aliquip ex ea commodo consequat duis aute irure dolor in reprehenderit voluptate velit esse cillum dolore eu fugiat nulla pariatur Lorem ipsum dolor sit amet consectetur adipiscing elit sed do eiusmod tempor incididunt ut labore et dolore magna aliqua ut enim ad minim veniam quis nostrud exercitation ullamco laboris nisi aliquip ex ea commodo consequat duis aute irure dolor in reprehenderit voluptate velit esse cillum dolore eu fugiat nulla pariatur Lorem ipsum dolor sit amet consectetur adipiscing elit sed do eiusmod tempor incididunt ut labore et dolore magna aliqua ut enim ad minim veniam quis nostrud exercitation ullamco laboris nisi aliquip ex ea commodo consequat duis aute irure dolor in reprehenderit voluptate velit esse cillum dolore eu fugiat nulla pariatur Lorem ipsum dolor sit amet consectetur adipiscing elit sed do eiusmod tempor incididunt ut labore et dolore magna aliqua ut enim ad minim veniam quis nostrud exercitation ullamco laboris nisi aliquip ex ea commodo consequat duis aute irure dolor in reprehenderit voluptate velit esse cillum dolore eu fugiat nulla pariatur Lorem ipsum dolor sit amet consectetur adipiscing elit sed do eiusmod tempor incididunt ut labore et dolore magna aliqua ut enim ad minim veniam quis nostrud exercitation ullamco laboris nisi aliquip ex ea commodo consequat duis aute irure dolor in reprehenderit voluptate velit esse cillum dolore eu fugiat nulla pariatur	[235, 123, 303, 605]
headline: OR "THE MERRY MAN AND HIS MAID."	[165, 57, 226, 70]
column-rule	[452, 24, 453, 897]
headline: Courage of the Transport Men.	[239, 607, 299, 620]
body-text: Lorem ipsum dolor sit amet consectetur adipiscing elit sed do eiusmod tempor incididunt ut labore et dolore magna aliqua ut enim ad minim veniam quis nostrud exercitation ullamco laboris nisi aliquip ex ea commodo consequat duis aute irure dolor in reprehenderit voluptate velit esse cillum dolore eu fugiat nulla pariatur Lorem ipsum dolor sit amet consectetur adipiscing elit sed do eiusmod tempor incididunt ut labore et dolore magna aliqua ut enim ad minim veniam quis nostrud exercitation ullamco laboris nisi aliquip ex ea commodo consequat duis aute irure dolor in reprehenderit voluptate velit esse cillum dolore eu fugiat nulla pariatur Lorem ipsum dolor sit amet consectetur adipiscing elit sed do eiusmod tempor incididunt ut labore et dolore magna aliqua ut enim ad minim veniam quis nostrud exercitation ullamco laboris nisi aliquip ex ea commodo consequat duis aute irure dolor in reprehenderit voluptate velit esse cillum dolore eu fugiat nulla pariatur Lorem ipsum dolor sit amet consectetur adipiscing elit sed do eiusmod tempor incididunt ut labore et dolore magna aliqua ut enim ad minim veniam quis nostrud exercitation ullamco laboris nisi aliquip ex ea commodo consequat duis aute irure dolor in reprehenderit voluptate velit esse cillum dolore eu fugiat nulla pariatur Lorem ipsum dolor sit amet consectetur adipiscing elit sed do eiusmod tempor incididunt ut labore et dolore magna aliqua ut enim ad minim veniam quis nostrud exercitation ullamco laboris nisi aliquip ex ea commodo consequat duis aute irure dolor in reprehenderit voluptate velit esse cillum dolore eu fugiat nulla pariatur Lorem ipsum dolor sit amet consectetur adipiscing elit sed do eiusmod tempor incididunt ut labore et dolore magna aliqua ut enim ad minim veniam quis nostrud exercitation ullamco laboris nisi aliquip ex ea commodo consequat duis aute irure dolor in reprehenderit voluptate velit esse cillum dolore eu fugiat nulla pariatur Lorem ipsum dolor sit amet consectetur adipiscing elit sed do eiusmod tempor incididunt ut labore et dolore magna aliqua ut enim ad minim veniam quis nostrud exercitation ullamco laboris nisi aliquip ex ea commodo consequat duis aute irure dolor in reprehenderit voluptate velit esse cillum dolore eu fugiat nulla pariatur	[308, 543, 376, 1024]
body-text: Lorem ipsum dolor sit amet consectetur adipiscing elit sed do eiusmod tempor incididunt ut labore et dolore magna aliqua ut enim ad minim veniam quis nostrud exercitation ullamco laboris nisi aliquip ex ea commodo consequat duis aute irure dolor in reprehenderit voluptate velit esse cillum dolore eu fugiat nulla pariatur Lorem ipsum dolor sit amet consectetur adipiscing elit sed do eiusmod tempor incididunt ut labore et dolore magna aliqua ut enim ad minim veniam quis nostrud exercitation ullamco laboris nisi aliquip ex ea commodo consequat duis aute irure dolor in reprehenderit voluptate velit esse cillum dolore eu fugiat nulla pariatur Lorem ipsum dolor sit amet consectetur adipiscing elit sed do eiusmod tempor incididunt ut labore et dolore magna aliqua ut enim ad minim veniam quis nostrud exercitation ullamco laboris nisi aliquip ex ea commodo consequat duis aute irure dolor in reprehenderit voluptate velit esse cillum dolore eu fugiat nulla pariatur Lorem ipsum dolor sit amet consectetur adipiscing elit sed do eiusmod tempor incididunt ut labore et dolore magna aliqua ut enim ad minim veniam quis nostrud exercitation ullamco laboris nisi aliquip ex ea commodo consequat duis aute irure dolor in reprehenderit voluptate velit esse cillum dolore eu fugiat nulla pariatur Lorem ipsum dolor sit amet consectetur adipiscing elit sed do eiusmod tempor incididunt ut labore et dolore magna aliqua ut enim ad minim veniam quis nostrud exercitation ullamco laboris nisi aliquip ex ea commodo consequat duis aute irure dolor in reprehenderit voluptate velit esse cillum dolore eu fugiat nulla pariatur Lorem ipsum dolor sit amet consectetur adipiscing elit sed do eiusmod tempor incididunt ut labore et dolore magna aliqua ut enim ad minim veniam quis nostrud exercitation ullamco laboris nisi aliquip ex ea commodo consequat duis aute irure dolor in reprehenderit voluptate velit esse cillum dolore eu fugiat nulla pariatur Lorem ipsum dolor sit amet consectetur adipiscing elit sed do eiusmod tempor incididunt ut labore et dolore magna aliqua ut enim ad minim veniam quis nostrud exercitation ullamco laboris nisi aliquip ex ea commodo consequat duis aute irure dolor in reprehenderit voluptate velit esse cillum dolore eu fugiat nulla pariatur	[381, 1098, 450, 1579]
